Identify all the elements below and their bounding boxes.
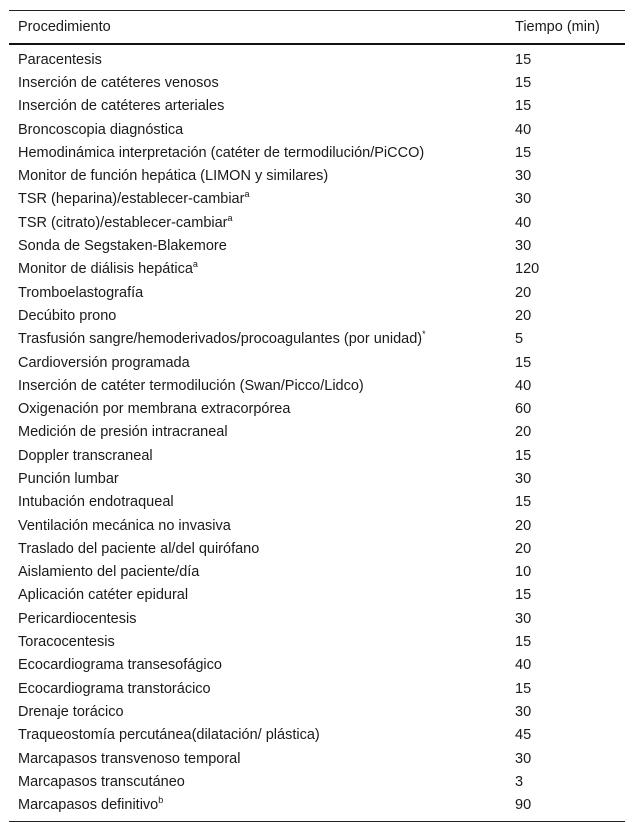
procedure-name: Aplicación catéter epidural bbox=[18, 587, 189, 604]
procedure-name: Tromboelastografía bbox=[18, 284, 144, 301]
procedure-name: Monitor de función hepática (LIMON y similares) bbox=[18, 168, 329, 185]
table-row bbox=[9, 514, 625, 537]
table-row bbox=[9, 491, 625, 514]
procedure-cell bbox=[9, 355, 515, 371]
procedure-cell bbox=[9, 401, 515, 417]
procedure-cell bbox=[9, 98, 515, 114]
table-row bbox=[9, 397, 625, 420]
procedure-name: Intubación endotraqueal bbox=[18, 494, 174, 511]
procedure-name: Doppler transcraneal bbox=[18, 447, 153, 464]
table-row bbox=[9, 188, 625, 211]
time-cell: 120 bbox=[515, 261, 540, 278]
table-row bbox=[9, 794, 625, 817]
procedure-name: Ecocardiograma transesofágico bbox=[18, 657, 222, 674]
header-procedure: Procedimiento bbox=[18, 19, 111, 35]
procedure-name: Punción lumbar bbox=[18, 470, 119, 487]
table-row bbox=[9, 304, 625, 327]
time-cell: 40 bbox=[515, 121, 532, 138]
time-cell: 15 bbox=[515, 587, 532, 604]
procedure-name: Paracentesis bbox=[18, 51, 102, 68]
procedure-cell bbox=[9, 238, 515, 254]
procedure-cell bbox=[9, 518, 515, 534]
procedure-name: Toracocentesis bbox=[18, 634, 115, 651]
footnote-mark: * bbox=[422, 329, 426, 340]
procedure-name: Aislamiento del paciente/día bbox=[18, 564, 200, 581]
table-row bbox=[9, 770, 625, 793]
footnote-mark: b bbox=[158, 795, 164, 806]
procedure-name: Medición de presión intracraneal bbox=[18, 424, 228, 441]
table-row bbox=[9, 118, 625, 141]
footnote-mark: a bbox=[192, 259, 198, 270]
time-cell: 30 bbox=[515, 610, 532, 627]
procedure-cell bbox=[9, 168, 515, 184]
time-cell: 40 bbox=[515, 377, 532, 394]
procedure-cell bbox=[9, 424, 515, 440]
table-row bbox=[9, 281, 625, 304]
time-cell: 20 bbox=[515, 540, 532, 557]
table-row bbox=[9, 700, 625, 723]
procedure-cell bbox=[9, 285, 515, 301]
time-cell: 20 bbox=[515, 517, 532, 534]
time-cell: 60 bbox=[515, 401, 532, 418]
procedure-cell bbox=[9, 75, 515, 91]
procedure-cell bbox=[9, 611, 515, 627]
procedure-cell bbox=[9, 564, 515, 580]
procedure-name: Broncoscopia diagnóstica bbox=[18, 121, 184, 138]
time-cell: 20 bbox=[515, 284, 532, 301]
procedure-cell bbox=[9, 471, 515, 487]
procedure-cell bbox=[9, 494, 515, 510]
time-cell: 40 bbox=[515, 657, 532, 674]
procedure-name: Hemodinámica interpretación (catéter de termodilución/PiCCO) bbox=[18, 144, 425, 161]
time-cell: 30 bbox=[515, 470, 532, 487]
procedure-name: TSR (citrato)/establecer-cambiar bbox=[18, 214, 228, 231]
table-row bbox=[9, 95, 625, 118]
procedure-name: Pericardiocentesis bbox=[18, 610, 137, 627]
table-row bbox=[9, 374, 625, 397]
time-cell: 15 bbox=[515, 51, 532, 68]
table-row bbox=[9, 211, 625, 234]
table-row bbox=[9, 71, 625, 94]
procedure-name: Inserción de catéteres venosos bbox=[18, 74, 219, 91]
table-row bbox=[9, 467, 625, 490]
procedure-name: Inserción de catéteres arteriales bbox=[18, 98, 225, 115]
table-header bbox=[9, 11, 625, 45]
procedure-name: Marcapasos definitivo bbox=[18, 797, 159, 814]
procedure-name: Inserción de catéter termodilución (Swan/Picco/Lidco) bbox=[18, 377, 364, 394]
time-cell: 15 bbox=[515, 634, 532, 651]
time-cell: 15 bbox=[515, 98, 532, 115]
time-cell: 15 bbox=[515, 494, 532, 511]
procedure-cell bbox=[9, 122, 515, 138]
procedure-cell bbox=[9, 52, 515, 68]
procedure-name: Marcapasos transvenoso temporal bbox=[18, 750, 241, 767]
procedure-cell bbox=[9, 212, 515, 231]
procedure-cell bbox=[9, 704, 515, 720]
procedure-name: Monitor de diálisis hepática bbox=[18, 261, 193, 278]
procedure-name: Trasfusión sangre/hemoderivados/procoagulantes (por unidad) bbox=[18, 331, 423, 348]
time-cell: 30 bbox=[515, 168, 532, 185]
time-cell: 90 bbox=[515, 797, 532, 814]
procedure-cell bbox=[9, 634, 515, 650]
procedure-name: TSR (heparina)/establecer-cambiar bbox=[18, 191, 245, 208]
table-row bbox=[9, 607, 625, 630]
time-cell: 15 bbox=[515, 144, 532, 161]
footnote-mark: a bbox=[244, 189, 250, 200]
time-cell: 15 bbox=[515, 354, 532, 371]
table-row bbox=[9, 584, 625, 607]
procedure-time-table bbox=[9, 10, 625, 822]
procedure-cell bbox=[9, 448, 515, 464]
procedure-name: Traslado del paciente al/del quirófano bbox=[18, 540, 260, 557]
procedure-cell bbox=[9, 261, 515, 277]
procedure-cell bbox=[9, 308, 515, 324]
time-cell: 30 bbox=[515, 703, 532, 720]
table-row bbox=[9, 444, 625, 467]
table-row bbox=[9, 724, 625, 747]
table-row bbox=[9, 654, 625, 677]
time-cell: 30 bbox=[515, 238, 532, 255]
time-cell: 15 bbox=[515, 447, 532, 464]
procedure-cell bbox=[9, 797, 515, 813]
procedure-name: Cardioversión programada bbox=[18, 354, 190, 371]
time-cell: 45 bbox=[515, 727, 532, 744]
procedure-cell bbox=[9, 191, 515, 207]
procedure-cell bbox=[9, 727, 515, 743]
header-time: Tiempo (min) bbox=[515, 19, 600, 35]
time-cell: 30 bbox=[515, 191, 532, 208]
time-cell: 10 bbox=[515, 564, 532, 581]
time-cell: 5 bbox=[515, 331, 524, 348]
procedure-cell bbox=[9, 541, 515, 557]
table-row bbox=[9, 537, 625, 560]
procedure-name: Oxigenación por membrana extracorpórea bbox=[18, 401, 291, 418]
procedure-name: Traqueostomía percutánea(dilatación/ plástica) bbox=[18, 727, 320, 744]
procedure-cell bbox=[9, 657, 515, 673]
procedure-name: Ventilación mecánica no invasiva bbox=[18, 517, 231, 534]
procedure-cell bbox=[9, 774, 515, 790]
table-row bbox=[9, 48, 625, 71]
time-cell: 30 bbox=[515, 750, 532, 767]
procedure-name: Decúbito prono bbox=[18, 307, 117, 324]
table-row bbox=[9, 351, 625, 374]
footnote-mark: a bbox=[227, 212, 233, 223]
table-row bbox=[9, 234, 625, 257]
table-row bbox=[9, 421, 625, 444]
time-cell: 20 bbox=[515, 307, 532, 324]
table-body bbox=[9, 45, 625, 821]
time-cell: 40 bbox=[515, 214, 532, 231]
procedure-name: Marcapasos transcutáneo bbox=[18, 773, 185, 790]
procedure-cell bbox=[9, 331, 515, 347]
procedure-name: Ecocardiograma transtorácico bbox=[18, 680, 211, 697]
table-row bbox=[9, 164, 625, 187]
time-cell: 3 bbox=[515, 773, 524, 790]
procedure-name: Sonda de Segstaken-Blakemore bbox=[18, 238, 227, 255]
time-cell: 15 bbox=[515, 74, 532, 91]
table-row bbox=[9, 258, 625, 281]
table-row bbox=[9, 141, 625, 164]
table-row bbox=[9, 328, 625, 351]
procedure-cell bbox=[9, 378, 515, 394]
procedure-name: Drenaje torácico bbox=[18, 703, 124, 720]
table-row bbox=[9, 561, 625, 584]
table-row bbox=[9, 677, 625, 700]
procedure-cell bbox=[9, 145, 515, 161]
table-row bbox=[9, 747, 625, 770]
table-row bbox=[9, 630, 625, 653]
time-cell: 20 bbox=[515, 424, 532, 441]
procedure-cell bbox=[9, 751, 515, 767]
procedure-cell bbox=[9, 587, 515, 603]
procedure-cell bbox=[9, 681, 515, 697]
time-cell: 15 bbox=[515, 680, 532, 697]
